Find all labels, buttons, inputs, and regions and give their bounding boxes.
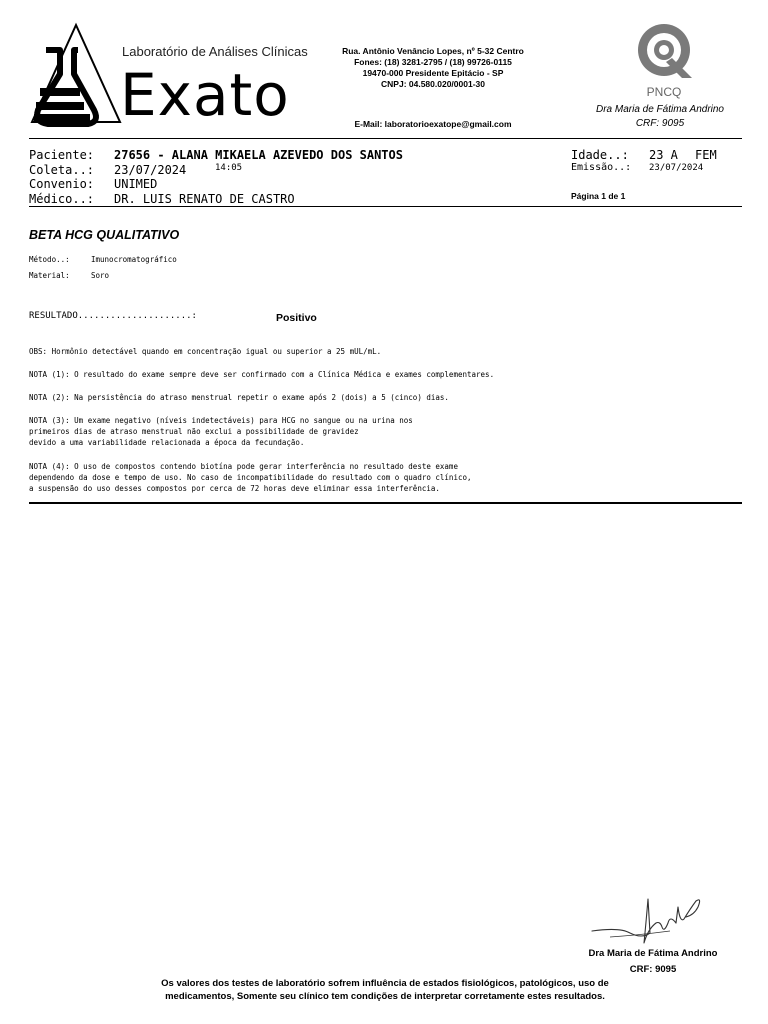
- metodo-value: Imunocromatográfico: [91, 255, 177, 264]
- convenio-label: Convenio:: [29, 177, 95, 191]
- pncq-seal: [630, 22, 698, 100]
- sexo-value: FEM: [695, 148, 717, 162]
- disclaimer-line-2: medicamentos, Somente seu clínico tem condições de interpretar corretamente estes resultados.: [165, 991, 605, 1002]
- metodo-label: Método..:: [29, 255, 70, 264]
- material-label: Material:: [29, 271, 70, 280]
- lab-email: E-Mail: laboratorioexatope@gmail.com: [354, 119, 512, 129]
- lab-address: [318, 46, 548, 90]
- emissao-value: 23/07/2024: [649, 163, 704, 173]
- header-divider: [29, 138, 742, 139]
- obs-text: OBS: Hormônio detectável quando em concentração igual ou superior a 25 mUL/mL.: [29, 347, 382, 356]
- exam-title: BETA HCG QUALITATIVO: [29, 228, 180, 242]
- convenio-value: UNIMED: [114, 177, 158, 191]
- exam-divider: [29, 502, 742, 504]
- patient-divider: [29, 206, 742, 207]
- nota-4: NOTA (4): O uso de compostos contendo biotína pode gerar interferência no resultado deste exame dependendo da dose e tempo de uso. No caso de incompatibilidade do resultado com o quadro clínico, a suspensão do uso desses compostos por cerca de 72 horas deve eliminar essa interferência.: [29, 462, 472, 493]
- cnpj-line: CNPJ: 04.580.020/0001-30: [381, 79, 485, 89]
- nota-3: NOTA (3): Um exame negativo (níveis indetectáveis) para HCG no sangue ou na urina nos primeiros dias de atraso menstrual não exclui a possibilidade de gravidez devido a uma variabilidade relacionada a época da fecundação.: [29, 416, 413, 447]
- medico-value: DR. LUIS RENATO DE CASTRO: [114, 192, 295, 206]
- signature-icon: [590, 893, 710, 949]
- header-doctor-crf: CRF: 9095: [635, 118, 685, 129]
- paciente-value: 27656 - ALANA MIKAELA AZEVEDO DOS SANTOS: [114, 148, 403, 162]
- disclaimer-line-1: Os valores dos testes de laboratório sofrem influência de estados fisiológicos, patológicos, uso de: [161, 978, 609, 989]
- medico-label: Médico..:: [29, 192, 95, 206]
- pncq-icon: [632, 22, 696, 80]
- flask-icon: [28, 22, 128, 128]
- page-number: Página 1 de 1: [571, 191, 626, 201]
- header-doctor-name: Dra Maria de Fátima Andrino: [595, 104, 724, 115]
- coleta-time: 14:05: [215, 163, 243, 173]
- lab-name: Exato: [120, 61, 290, 129]
- emissao-label: Emissão..:: [571, 162, 632, 173]
- resultado-value: Positivo: [276, 312, 317, 324]
- idade-label: Idade..:: [571, 148, 629, 162]
- signer-crf: CRF: 9095: [629, 964, 677, 975]
- material-value: Soro: [91, 271, 110, 280]
- address-line: Rua. Antônio Venâncio Lopes, nº 5-32 Centro: [342, 46, 524, 56]
- coleta-label: Coleta..:: [29, 163, 95, 177]
- lab-subtitle: Laboratório de Análises Clínicas: [122, 44, 308, 59]
- signer-name: Dra Maria de Fátima Andrino: [588, 948, 718, 959]
- city-line: 19470-000 Presidente Epitácio - SP: [362, 68, 504, 78]
- pncq-label: PNCQ: [646, 85, 682, 99]
- coleta-date: 23/07/2024: [114, 163, 187, 177]
- nota-1: NOTA (1): O resultado do exame sempre deve ser confirmado com a Clínica Médica e exames complementares.: [29, 370, 495, 379]
- nota-2: NOTA (2): Na persistência do atraso menstrual repetir o exame após 2 (dois) a 5 (cinco) dias.: [29, 393, 449, 402]
- resultado-label: RESULTADO.....................:: [29, 311, 197, 321]
- paciente-label: Paciente:: [29, 148, 95, 162]
- idade-value: 23 A: [649, 148, 678, 162]
- lab-logo: [28, 22, 308, 129]
- phone-line: Fones: (18) 3281-2795 / (18) 99726-0115: [354, 57, 512, 67]
